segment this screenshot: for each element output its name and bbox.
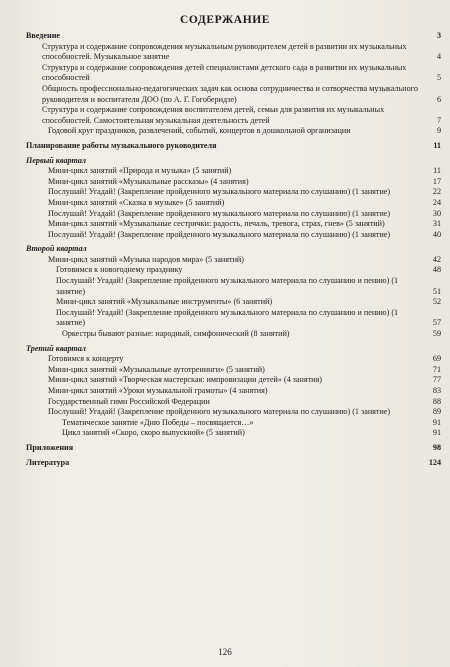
toc-entry <box>26 255 444 266</box>
toc-entry-page: 91 <box>432 428 441 438</box>
toc-entry <box>26 308 444 329</box>
toc-entry-text: Первый квартал <box>26 155 87 165</box>
toc-entry-text: Тематическое занятие «Дню Победы – посвящается…» <box>62 417 254 427</box>
toc-entry-page: 89 <box>432 407 441 417</box>
toc-entry-page: 11 <box>433 166 441 176</box>
toc-entry-page: 59 <box>432 329 441 339</box>
toc-entry-text: Планирование работы музыкального руководителя <box>26 140 217 150</box>
table-of-contents <box>26 31 444 468</box>
toc-entry-text: Мини-цикл занятий «Музыкальные рассказы» (4 занятия) <box>48 176 249 186</box>
toc-entry-text: Послушай! Угадай! (Закрепление пройденного музыкального материала по слушанию и пению) (1 занятие) <box>56 276 399 296</box>
toc-entry-text: Структура и содержание сопровождения музыкальным руководителем детей в развитии их музыкальных способностей. Музыкальное занятие <box>42 41 407 62</box>
toc-entry-text: Послушай! Угадай! (Закрепление пройденного музыкального материала по слушанию) (1 занятие) <box>48 208 391 218</box>
toc-entry <box>26 265 444 276</box>
toc-entry-text: Общность профессионально-педагогических задач как основа сотрудничества и сотворчества музыкального руководителя и воспитателя ДОО (по А. Г. Гогоберидзе) <box>42 83 418 104</box>
toc-entry-text: Цикл занятий «Скоро, скоро выпускной» (5 занятий) <box>62 428 245 438</box>
toc-entry-page: 17 <box>432 176 441 186</box>
toc-entry <box>26 219 444 230</box>
toc-entry-text: Готовимся к концерту <box>48 354 124 364</box>
toc-entry <box>26 386 444 397</box>
toc-entry <box>26 458 444 469</box>
toc-entry-page: 7 <box>436 115 441 125</box>
page-title: СОДЕРЖАНИЕ <box>179 14 271 26</box>
toc-entry <box>26 209 444 220</box>
toc-entry-page: 11 <box>433 140 441 150</box>
toc-section-heading <box>26 244 444 255</box>
toc-entry-page: 22 <box>432 187 441 197</box>
toc-entry-page: 88 <box>432 396 441 406</box>
toc-entry <box>26 297 444 308</box>
toc-entry-text: Структура и содержание сопровождения воспитателем детей, семьи для развития их музыкальных способностей. Самостоятельная музыкальная деятельность детей <box>42 105 385 125</box>
toc-entry-page: 48 <box>432 265 441 275</box>
toc-entry-text: Введение <box>26 31 60 40</box>
toc-entry-text: Мини-цикл занятий «Природа и музыка» (5 занятий) <box>48 166 232 176</box>
toc-section-heading <box>26 156 444 167</box>
toc-entry <box>26 177 444 188</box>
toc-entry-text: Послушай! Угадай! (Закрепление пройденного музыкального материала по слушанию) (1 занятие) <box>48 229 391 239</box>
toc-entry-page: 51 <box>432 286 441 296</box>
toc-entry-page: 77 <box>432 375 441 385</box>
toc-entry <box>26 166 444 177</box>
page-number: 126 <box>218 647 232 657</box>
toc-entry-text: Литература <box>26 457 70 467</box>
toc-entry <box>26 329 444 340</box>
toc-entry-text: Послушай! Угадай! (Закрепление пройденного музыкального материала по слушанию) (1 занятие) <box>48 407 391 417</box>
toc-entry <box>26 375 444 386</box>
toc-entry-text: Мини-цикл занятий «Музыкальные аутотренинги» (5 занятий) <box>48 364 265 374</box>
toc-entry-text: Послушай! Угадай! (Закрепление пройденного музыкального материала по слушанию и пению) (1 занятие) <box>56 307 399 328</box>
toc-entry <box>26 276 444 297</box>
toc-entry-text: Мини-цикл занятий «Творческая мастерская: импровизации детей» (4 занятия) <box>48 375 322 385</box>
toc-entry-page: 4 <box>436 52 441 62</box>
toc-entry-text: Готовимся к новогоднему празднику <box>56 265 183 275</box>
toc-entry-page: 6 <box>436 94 441 104</box>
toc-entry <box>26 230 444 241</box>
toc-entry <box>26 187 444 198</box>
toc-entry <box>26 141 444 152</box>
toc-entry-page: 30 <box>432 208 441 218</box>
toc-entry <box>26 443 444 454</box>
toc-entry <box>26 407 444 418</box>
toc-entry-page: 52 <box>432 297 441 307</box>
toc-entry-text: Мини-цикл занятий «Уроки музыкальной грамоты» (4 занятия) <box>48 386 268 395</box>
toc-entry-page: 5 <box>436 73 441 83</box>
toc-entry <box>26 365 444 376</box>
toc-entry-text: Структура и содержание сопровождения детей специалистами детского сада в развитии их музыкальных способностей <box>42 62 407 83</box>
toc-entry-text: Годовой круг праздников, развлечений, событий, концертов в дошкольной организации <box>48 126 351 136</box>
toc-entry-page: 69 <box>432 354 441 364</box>
toc-entry <box>26 354 444 365</box>
toc-entry <box>26 126 444 137</box>
toc-entry <box>26 198 444 209</box>
toc-rows <box>26 31 444 468</box>
toc-entry-page: 57 <box>432 318 441 328</box>
toc-entry-text: Второй квартал <box>26 244 87 254</box>
toc-entry-text: Мини-цикл занятий «Музыкальные инструменты» (6 занятий) <box>56 297 273 307</box>
toc-entry <box>26 42 444 63</box>
toc-entry-text: Мини-цикл занятий «Музыкальные сестрички: радость, печаль, тревога, страх, гнев» (5 занятий) <box>48 219 385 229</box>
toc-entry <box>26 84 444 105</box>
toc-entry <box>26 63 444 84</box>
toc-entry <box>26 31 444 42</box>
toc-entry-text: Государственный гимн Российской Федерации <box>48 396 210 406</box>
toc-entry-text: Мини-цикл занятий «Музыка народов мира» (5 занятий) <box>48 254 244 264</box>
toc-entry <box>26 418 444 429</box>
toc-entry-text: Оркестры бывают разные: народный, симфонический (8 занятий) <box>62 329 290 339</box>
toc-entry-page: 31 <box>432 219 441 229</box>
toc-entry-text: Третий квартал <box>26 343 86 353</box>
toc-entry-page: 83 <box>432 386 441 395</box>
toc-entry <box>26 428 444 439</box>
toc-entry-text: Приложения <box>26 442 74 452</box>
toc-entry-page: 91 <box>432 417 441 427</box>
toc-entry-page: 98 <box>432 442 441 452</box>
toc-entry-text: Мини-цикл занятий «Сказка в музыке» (5 занятий) <box>48 197 225 207</box>
toc-entry-page: 24 <box>432 197 441 207</box>
toc-section-heading <box>26 344 444 355</box>
toc-entry-text: Послушай! Угадай! (Закрепление пройденного музыкального материала по слушанию) (1 занятие) <box>48 187 391 197</box>
toc-entry-page: 71 <box>432 364 441 374</box>
toc-entry-page: 42 <box>432 254 441 264</box>
toc-entry-page: 40 <box>432 229 441 239</box>
toc-entry-page: 3 <box>436 31 441 40</box>
toc-entry-page: 9 <box>436 126 441 136</box>
toc-entry <box>26 397 444 408</box>
toc-entry-page: 124 <box>428 457 441 467</box>
toc-entry <box>26 105 444 126</box>
